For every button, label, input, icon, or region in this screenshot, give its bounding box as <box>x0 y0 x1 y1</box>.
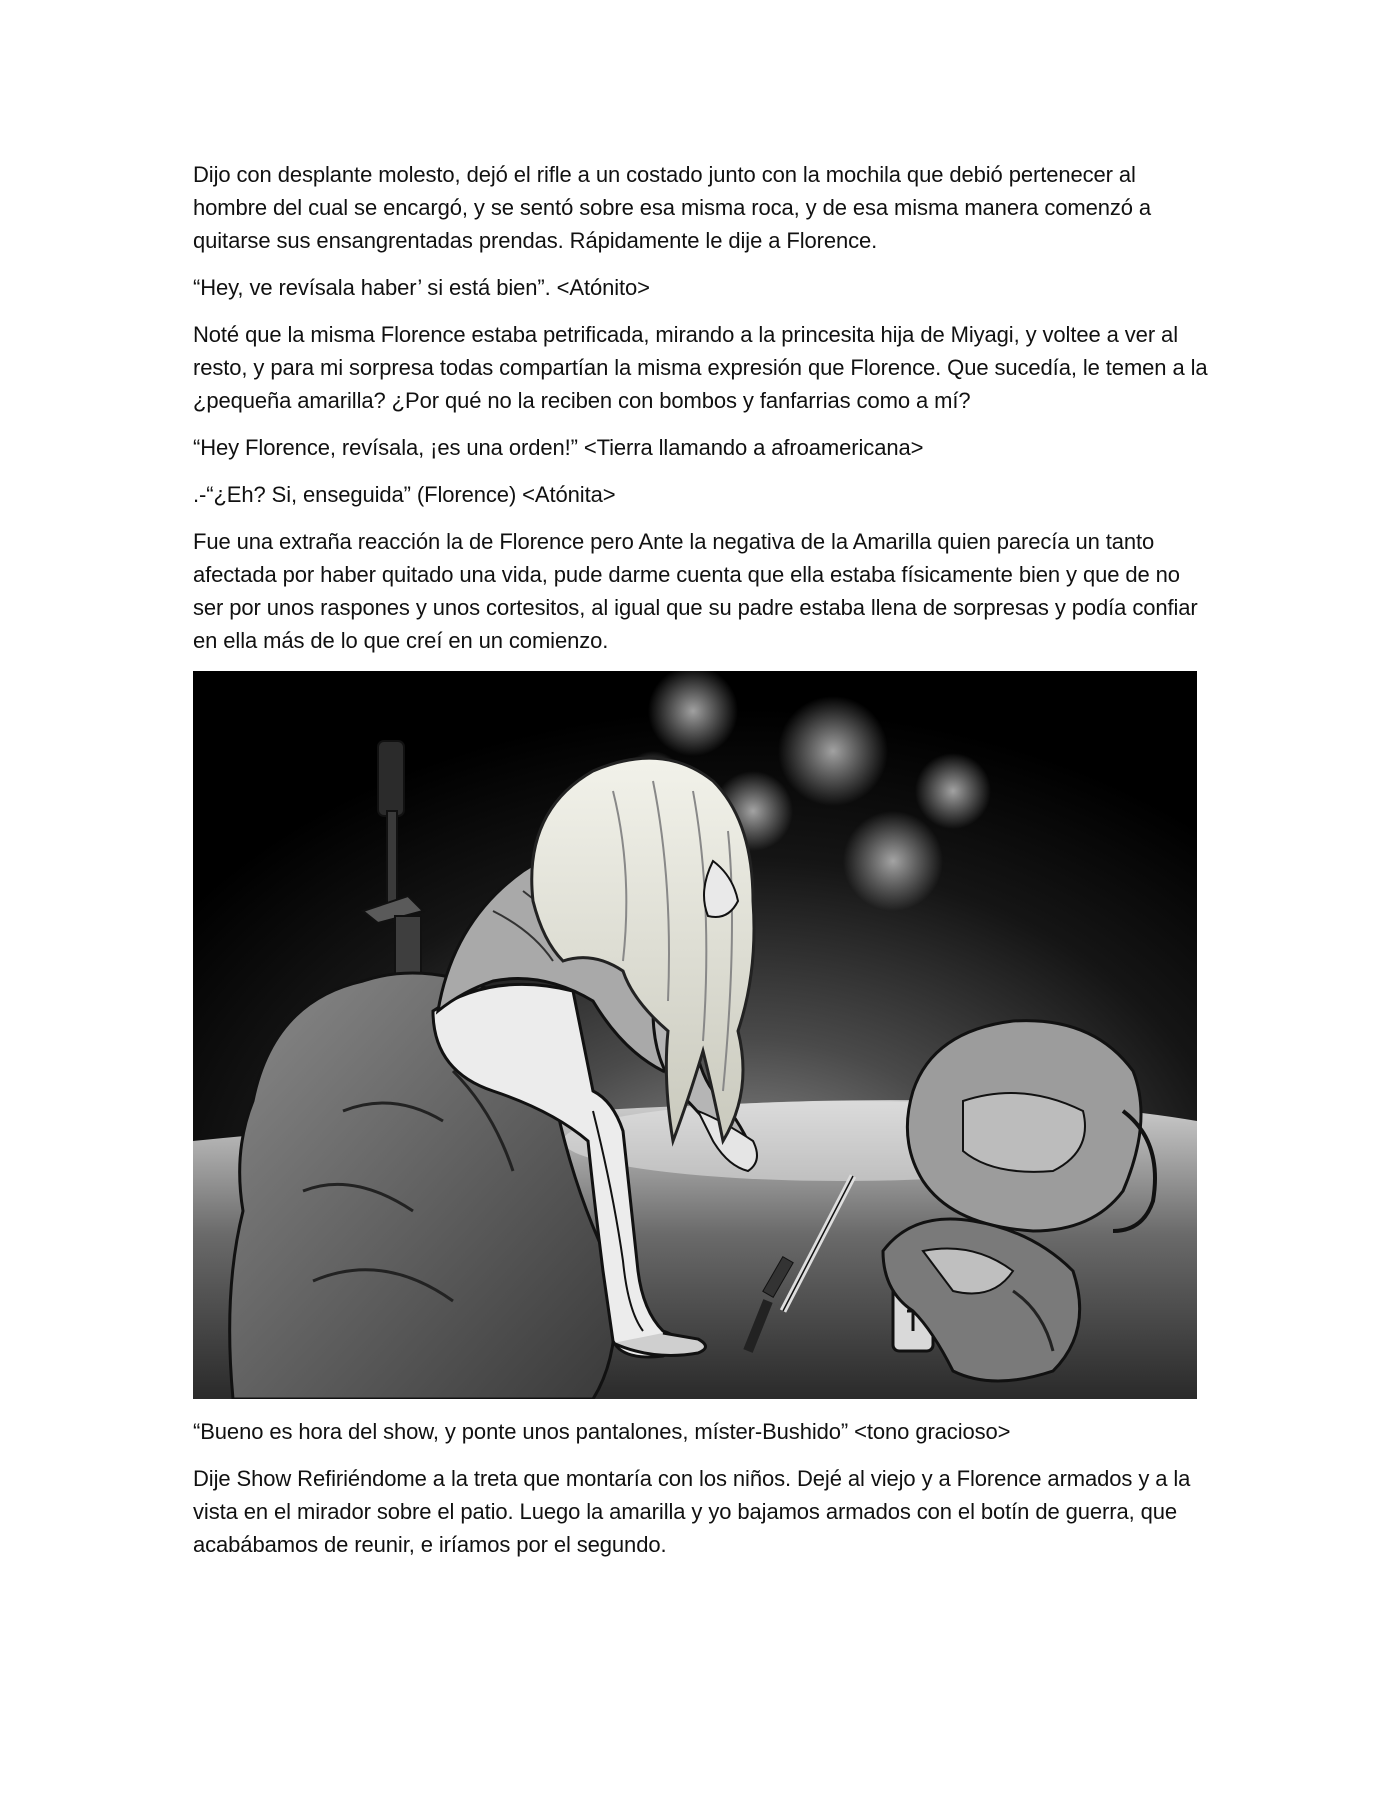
paragraph-8: Dije Show Refiriéndome a la treta que montaría con los niños. Dejé al viejo y a Florence armados y a la vista en el mirador sobre el patio. Luego la amarilla y yo bajamos armados con el botín de guerra, que acabábamos de reunir, e iríamos por el segundo. <box>193 1466 1191 1557</box>
manga-illustration-icon <box>193 671 1197 1399</box>
paragraph-1: Dijo con desplante molesto, dejó el rifle a un costado junto con la mochila que debió pertenecer al hombre del cual se encargó, y se sentó sobre esa misma roca, y de esa misma manera comenzó a quitarse sus ensangrentadas prendas. Rápidamente le dije a Florence. <box>193 162 1152 253</box>
paragraph-5: .-“¿Eh? Si, enseguida” (Florence) <Atónita> <box>193 482 616 507</box>
paragraph-2: “Hey, ve revísala haber’ si está bien”. <Atónito> <box>193 275 650 300</box>
paragraph-6: Fue una extraña reacción la de Florence pero Ante la negativa de la Amarilla quien parecía un tanto afectada por haber quitado una vida, pude darme cuenta que ella estaba físicamente bien y que de no ser por unos raspones y unos cortesitos, al igual que su padre estaba llena de sorpresas y podía confiar en ella más de lo que creí en un comienzo. <box>193 529 1198 653</box>
paragraph-4: “Hey Florence, revísala, ¡es una orden!” <Tierra llamando a afroamericana> <box>193 435 924 460</box>
paragraph-3: Noté que la misma Florence estaba petrificada, mirando a la princesita hija de Miyagi, y voltee a ver al resto, y para mi sorpresa todas compartían la misma expresión que Florence. Que sucedía, le temen a la ¿pequeña amarilla? ¿Por qué no la reciben con bombos y fanfarrias como a mí? <box>193 322 1208 413</box>
paragraph-7: “Bueno es hora del show, y ponte unos pantalones, míster-Bushido” <tono gracioso> <box>193 1419 1011 1444</box>
document-page <box>193 158 1208 1575</box>
